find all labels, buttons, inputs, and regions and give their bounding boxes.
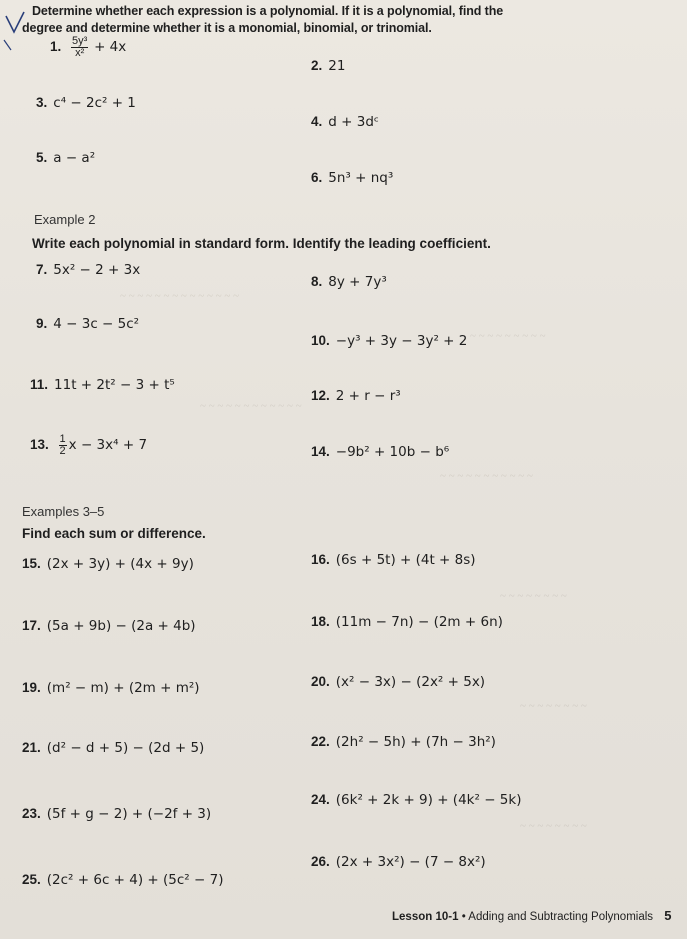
instructions-line-2: degree and determine whether it is a monomial, binomial, or trinomial. (22, 21, 432, 35)
problem-16 (311, 552, 476, 568)
section-label-example-2: Example 2 (34, 212, 96, 227)
problem-expression: 8y + 7y³ (328, 274, 387, 290)
problem-expression: 11t + 2t² − 3 + t⁵ (54, 377, 175, 393)
fraction-numerator: 1 (59, 433, 66, 445)
problem-number: 21. (22, 740, 41, 755)
problem-3 (36, 95, 136, 111)
example-2-instruction: Write each polynomial in standard form. Identify the leading coefficient. (32, 236, 491, 251)
problem-5 (36, 150, 95, 166)
problem-expression: (2c² + 6c + 4) + (5c² − 7) (46, 872, 224, 888)
problem-number: 23. (22, 806, 41, 821)
problem-12 (311, 388, 401, 404)
bleed-through-text: ~ ~ ~ ~ ~ ~ ~ ~ ~ ~ ~ ~ (200, 400, 302, 412)
problem-19 (22, 680, 200, 696)
problem-expression: (5a + 9b) − (2a + 4b) (46, 618, 196, 634)
problem-expression: (11m − 7n) − (2m + 6n) (335, 614, 503, 630)
problem-expression: (d² − d + 5) − (2d + 5) (46, 740, 205, 756)
problem-expression: −y³ + 3y − 3y² + 2 (335, 333, 468, 349)
fraction (71, 36, 88, 59)
problem-18 (311, 614, 503, 630)
problem-number: 1. (50, 39, 62, 55)
problem-15 (22, 556, 194, 572)
problem-17 (22, 618, 196, 634)
problem-number: 20. (311, 674, 330, 689)
problem-number: 8. (311, 274, 323, 289)
problem-number: 18. (311, 614, 330, 629)
problem-expression: (2h² − 5h) + (7h − 3h²) (335, 734, 496, 750)
problem-25 (22, 872, 223, 888)
bleed-through-text: ~ ~ ~ ~ ~ ~ ~ ~ (500, 590, 567, 602)
problem-expression: (2x + 3x²) − (7 − 8x²) (335, 854, 486, 870)
problem-expression: −9b² + 10b − b⁶ (335, 444, 450, 460)
problem-4 (311, 114, 379, 130)
problem-number: 14. (311, 444, 330, 459)
problem-expression: d + 3dᶜ (328, 114, 379, 130)
problem-number: 12. (311, 388, 330, 403)
problem-expression: (6s + 5t) + (4t + 8s) (335, 552, 476, 568)
bleed-through-text: ~ ~ ~ ~ ~ ~ ~ ~ ~ ~ ~ (440, 470, 533, 482)
problem-1 (50, 36, 126, 59)
page-number: 5 (664, 908, 672, 923)
problem-number: 3. (36, 95, 48, 110)
problem-number: 15. (22, 556, 41, 571)
problem-8 (311, 274, 387, 290)
problem-expression: x − 3x⁴ + 7 (68, 437, 148, 454)
page-footer (392, 908, 671, 923)
problem-23 (22, 806, 211, 822)
problem-2 (311, 58, 345, 74)
problem-number: 22. (311, 734, 330, 749)
fraction-numerator: 5y³ (72, 35, 88, 47)
problem-expression: 4 − 3c − 5c² (53, 316, 140, 332)
lesson-title: Adding and Subtracting Polynomials (468, 911, 654, 923)
lesson-number: Lesson 10-1 (392, 911, 459, 923)
problem-expression: (6k² + 2k + 9) + (4k² − 5k) (335, 792, 522, 808)
fraction-denominator: x² (75, 47, 85, 59)
problem-7 (36, 262, 140, 278)
problem-number: 26. (311, 854, 330, 869)
problem-22 (311, 734, 496, 750)
problem-10 (311, 333, 467, 349)
problem-number: 11. (30, 377, 49, 392)
problem-14 (311, 444, 449, 460)
problem-expression: (5f + g − 2) + (−2f + 3) (46, 806, 212, 822)
problem-expression: + 4x (94, 39, 127, 56)
bleed-through-text: ~ ~ ~ ~ ~ ~ ~ ~ (520, 820, 587, 832)
problem-11 (30, 377, 175, 393)
problem-21 (22, 740, 204, 756)
problem-number: 16. (311, 552, 330, 567)
problem-number: 2. (311, 58, 323, 73)
problem-number: 4. (311, 114, 323, 129)
problem-9 (36, 316, 139, 332)
problem-number: 6. (311, 170, 323, 185)
problem-expression: c⁴ − 2c² + 1 (53, 95, 136, 111)
problem-13 (30, 434, 147, 457)
problem-expression: 5n³ + nq³ (328, 170, 394, 186)
problem-expression: a − a² (53, 150, 96, 166)
problem-expression: (m² − m) + (2m + m²) (46, 680, 200, 696)
problem-number: 5. (36, 150, 48, 165)
problem-number: 13. (30, 437, 49, 453)
problem-expression: 5x² − 2 + 3x (53, 262, 141, 278)
problem-expression: (x² − 3x) − (2x² + 5x) (335, 674, 486, 690)
bleed-through-text: ~ ~ ~ ~ ~ ~ ~ ~ ~ ~ ~ ~ ~ ~ (120, 290, 240, 302)
problem-number: 10. (311, 333, 330, 348)
bleed-through-text: ~ ~ ~ ~ ~ ~ ~ ~ ~ (470, 330, 546, 342)
section-label-examples-3-5: Examples 3–5 (22, 504, 105, 519)
footer-bullet: • (461, 911, 466, 923)
problem-expression: (2x + 3y) + (4x + 9y) (46, 556, 194, 572)
problem-expression: 21 (328, 58, 346, 74)
fraction (59, 434, 67, 457)
problem-number: 24. (311, 792, 330, 807)
instructions-line-1: Determine whether each expression is a polynomial. If it is a polynomial, find the (32, 4, 504, 18)
problem-24 (311, 792, 521, 808)
problem-26 (311, 854, 486, 870)
problem-number: 19. (22, 680, 41, 695)
problem-number: 17. (22, 618, 41, 633)
problem-number: 25. (22, 872, 41, 887)
examples-3-5-instruction: Find each sum or difference. (22, 526, 206, 541)
bleed-through-text: ~ ~ ~ ~ ~ ~ ~ ~ (520, 700, 587, 712)
problem-20 (311, 674, 485, 690)
problem-number: 9. (36, 316, 48, 331)
problem-expression: 2 + r − r³ (335, 388, 401, 404)
problem-number: 7. (36, 262, 48, 277)
fraction-denominator: 2 (59, 445, 66, 457)
problem-6 (311, 170, 393, 186)
